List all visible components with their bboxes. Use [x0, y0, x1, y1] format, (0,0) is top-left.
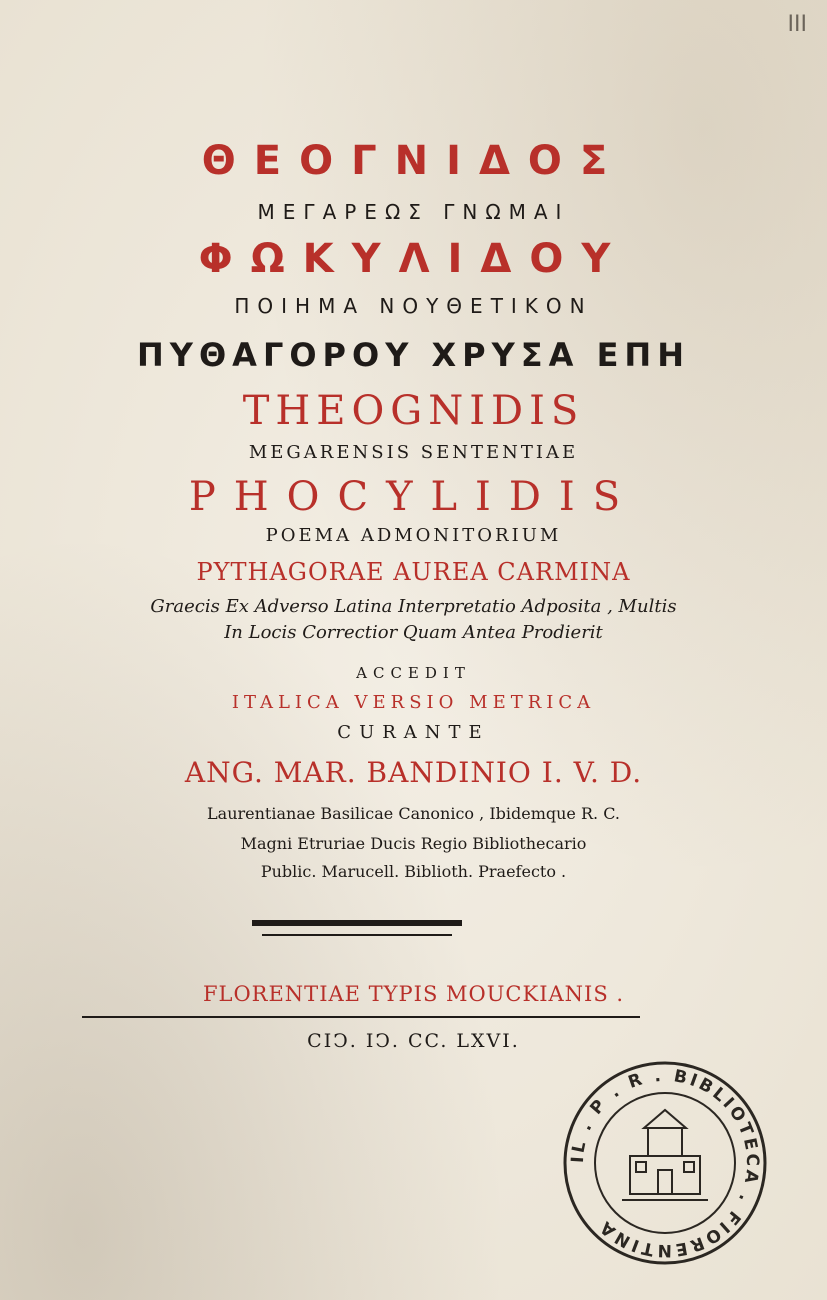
library-stamp [560, 1058, 770, 1268]
editor-name: ANG. MAR. BANDINIO I. V. D. [184, 756, 643, 789]
curante-line: CURANTE [337, 722, 490, 743]
title-pythagorou-greek: ΠΥΘΑΓΟΡΟΥ ΧΡΥΣΑ ΕΠΗ [137, 336, 690, 374]
editor-line-3: Public. Marucell. Biblioth. Praefecto . [260, 862, 567, 881]
editor-line-2: Magni Etruriae Ducis Regio Bibliothecario [240, 834, 587, 853]
svg-text:IL . P . R . BIBLIOTECA . FIOR [568, 1066, 762, 1260]
corner-mark: III [787, 12, 807, 37]
date-line: CIↃ. IↃ. CC. LXVI. [307, 1030, 520, 1052]
subtitle-megareos-greek: ΜΕΓΑΡΕΩΣ ΓΝΩΜΑΙ [257, 200, 570, 224]
subtitle-poiema-greek: ΠΟΙΗΜΑ ΝΟΥΘΕΤΙΚΟΝ [234, 294, 593, 318]
stamp-building-icon [622, 1110, 708, 1200]
editor-line-1: Laurentianae Basilicae Canonico , Ibidemque R. C. [207, 804, 620, 823]
ornamental-rule-thin [262, 934, 452, 936]
title-theognidos-greek: ΘΕΟΓΝΙΔΟΣ [201, 138, 626, 184]
title-theognidis-latin: THEOGNIDIS [242, 388, 585, 434]
subtitle-megarensis-latin: MEGARENSIS SENTENTIAE [248, 442, 579, 463]
imprint-line: FLORENTIAE TYPIS MOUCKIANIS . [202, 982, 625, 1006]
subtitle-poema-latin: POEMA ADMONITORIUM [265, 525, 562, 546]
ornamental-rule-thick [252, 920, 462, 926]
stamp-text: IL . P . R . BIBLIOTECA . FIORENTINA [567, 1065, 763, 1261]
title-phokylidou-greek: ΦΩΚΥΛΙΔΟΥ [198, 236, 629, 282]
imprint-rule [82, 1016, 640, 1018]
italic-line-1: Graecis Ex Adverso Latina Interpretatio Adposita , Multis [150, 596, 677, 617]
italic-line-2: In Locis Correctior Quam Antea Prodierit [224, 622, 603, 643]
italica-versio-line: ITALICA VERSIO METRICA [231, 692, 596, 713]
title-phocylidis-latin: PHOCYLIDIS [188, 474, 639, 520]
title-pythagorae-latin: PYTHAGORAE AUREA CARMINA [196, 558, 631, 586]
accedit-line: ACCEDIT [356, 664, 471, 682]
